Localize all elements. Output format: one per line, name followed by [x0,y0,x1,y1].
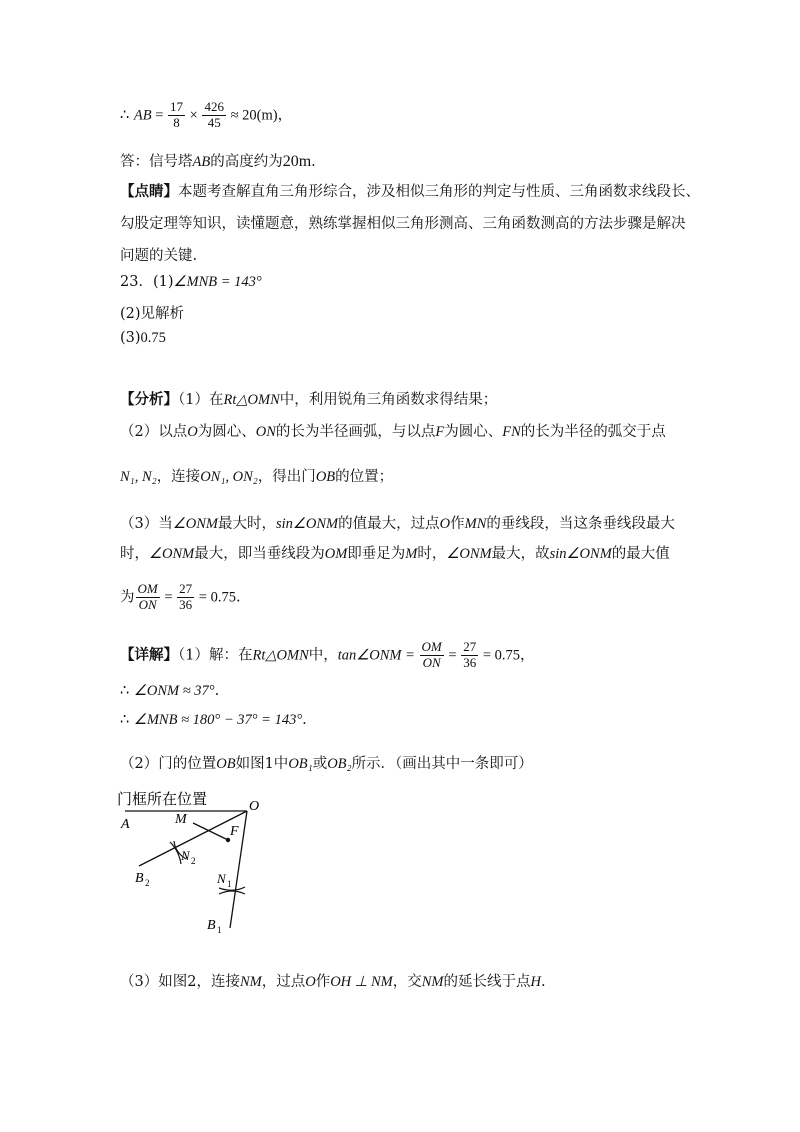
fraction-27-36 [177,582,194,613]
math-om: OM [324,546,348,562]
label-b1: B [207,918,216,933]
calc-result: = 0.75 [195,589,236,606]
text: 时， [120,546,149,562]
text: 最大，故 [491,546,550,562]
math-ab: AB [192,154,211,170]
math-angle-mnb-value: ∠MNB ≈ 180° − 37° = 143° [133,712,303,728]
figure-title: 门框所在位置 [117,790,208,808]
math-angle-onm: ∠ONM [172,516,218,532]
punctuation: ， [277,107,293,124]
line-analysis-2 [120,420,666,441]
math-triangle: Rt△OMN [223,392,280,408]
fraction-denominator: ON [422,654,441,670]
line-analysis-3 [120,465,393,486]
label-n2: N [181,848,190,863]
fraction-numerator: 17 [170,99,183,114]
line-analysis-5 [120,542,670,563]
label-n1-sub: 1 [227,879,232,889]
line-answer [120,150,316,171]
math-ob: OB [216,756,236,772]
line-detail-4 [120,752,533,773]
fraction-numerator: OM [137,581,158,596]
fraction-numerator: OM [421,639,442,654]
fraction-denominator: 45 [207,114,221,130]
math-fn: FN [502,424,521,440]
fraction-denominator: 36 [179,596,193,612]
text: （3）如图2，连接 [120,974,240,990]
text: 的长为半径的弧交于点 [520,424,666,440]
line-q23-3 [120,330,166,347]
text: 最大时， [217,516,276,532]
line-comment-3 [120,244,197,265]
text: ，过点 [261,974,306,990]
text: 中， [308,647,338,664]
equals-sign: = [160,589,177,606]
punctuation: ， [520,647,535,664]
math-ob: OB [315,469,336,485]
text: 为圆心、 [444,424,503,440]
therefore-symbol: ∴ [120,712,134,728]
label-f: F [230,824,239,839]
equals-sign: = [444,647,461,664]
text: 的位置； [335,469,394,485]
line-comment-1 [120,180,700,201]
text: 即垂足为 [347,546,406,562]
line-detail-5 [120,970,546,991]
line-analysis-1 [120,388,497,409]
text: 的值最大，过点 [338,516,440,532]
math-o: O [305,974,316,990]
math-o: O [439,516,451,532]
label-n1: N [217,871,226,886]
text: 问题的关键. [120,248,198,264]
punctuation: . [235,589,241,606]
text: 最大，即当垂线段为 [194,546,325,562]
fraction-om-on [136,582,160,613]
line-ab-calculation [120,100,292,131]
math-o: O [187,424,198,440]
math-ob2: OB₂ [327,756,352,772]
math-nm: NM [239,974,262,990]
line-detail-2 [120,683,219,700]
text: 时， [417,546,447,562]
text: 的最大值 [611,546,670,562]
equals-sign: = [151,107,167,124]
label-a: A [121,817,130,832]
punctuation: . [541,974,546,990]
fraction-27-36 [461,640,478,671]
text: 为圆心、 [197,424,256,440]
text: 答：信号塔 [120,154,193,170]
line-analysis-6 [120,582,241,613]
math-ob1: OB₁ [288,756,313,772]
text: （3）当 [120,516,173,532]
text: (3) [120,330,141,346]
punctuation: . [311,154,316,170]
label-m: M [175,812,187,827]
section-tag-analysis: 【分析】 [120,391,178,408]
text: 如图1中 [235,756,289,772]
label-b2-sub: 2 [145,878,150,888]
line-q23-1 [120,270,262,291]
text: ，连接 [156,469,201,485]
section-tag-detail: 【详解】 [120,646,178,664]
label-b2: B [135,871,144,886]
line-q23-2 [120,302,184,323]
text: 所示．（画出其中一条即可） [351,756,533,772]
fraction-17-8 [168,100,185,131]
fraction-426-45 [202,100,226,131]
answer-value: 0.75 [140,330,166,346]
punctuation: . [214,683,220,699]
therefore-symbol: ∴ [120,683,134,699]
line-detail-1 [120,640,535,671]
fraction-om-on [420,640,444,671]
math-h: H [530,974,541,990]
math-tan-onm: tan∠ONM = [337,647,419,664]
fraction-numerator: 426 [204,99,224,114]
answer-value: 20m [282,153,312,170]
line-comment-2 [120,212,686,233]
text: （2）门的位置 [120,756,217,772]
text: （2）以点 [120,424,188,440]
text: 的高度约为 [210,154,283,170]
calc-result: ≈ 20(m) [226,107,278,124]
section-tag-comment: 【点睛】 [120,183,178,200]
text: 作 [450,516,465,532]
text: ，得出门 [257,469,316,485]
arc-mark-n1-2 [219,891,245,894]
arc-mark-n1 [219,887,245,890]
math-f: F [435,424,445,440]
question-number: 23．(1) [120,274,174,290]
fraction-denominator: 8 [173,114,180,130]
math-sin-onm: sin∠ONM [549,546,612,562]
math-on: ON [255,424,276,440]
fraction-denominator: 36 [463,654,477,670]
math-angle-onm: ∠ONM [446,546,492,562]
fraction-denominator: ON [138,596,157,612]
label-n2-sub: 2 [191,856,196,866]
text: 的垂线段，当这条垂线段最大 [486,516,675,532]
segment-m-f [193,823,228,840]
text: (2)见解析 [120,306,185,322]
math-n1-n2: N₁, N₂ [120,469,157,485]
math-on1-on2: ON₁, ON₂ [200,469,258,485]
calc-result: = 0.75 [479,647,521,664]
times-sign: × [186,107,202,124]
text: （1）解：在 [178,647,253,664]
line-detail-3 [120,712,307,729]
line-analysis-4 [120,512,675,533]
math-angle-mnb: ∠MNB = 143° [173,274,262,290]
math-angle-onm-value: ∠ONM ≈ 37° [133,683,215,699]
math-ab: AB [133,107,152,124]
fraction-numerator: 27 [463,639,477,654]
math-oh-perp-nm: OH ⊥ NM [330,974,393,990]
figure-1-door-position [115,790,305,940]
text: 中，利用锐角三角函数求得结果； [279,392,498,408]
math-mn: MN [464,516,487,532]
text: 的延长线于点 [443,974,531,990]
text: 或 [312,756,328,772]
label-o: O [249,799,260,814]
math-sin-onm: sin∠ONM [275,516,339,532]
text: 为 [120,589,135,606]
text: 勾股定理等知识，读懂题意，熟练掌握相似三角形测高、三角函数测高的方法步骤是解决 [120,216,686,232]
math-m: M [405,546,418,562]
therefore-symbol: ∴ [120,107,134,124]
math-nm: NM [421,974,444,990]
text: ，交 [392,974,422,990]
label-b1-sub: 1 [217,925,222,935]
math-triangle: Rt△OMN [252,647,309,664]
text: 本题考查解直角三角形综合，涉及相似三角形的判定与性质、三角函数求线段长、 [178,184,700,200]
text: 的长为半径画弧，与以点 [275,424,436,440]
math-angle-onm: ∠ONM [149,546,195,562]
text: （1）在 [178,392,224,408]
fraction-numerator: 27 [179,581,193,596]
punctuation: . [302,712,307,728]
text: 作 [315,974,331,990]
